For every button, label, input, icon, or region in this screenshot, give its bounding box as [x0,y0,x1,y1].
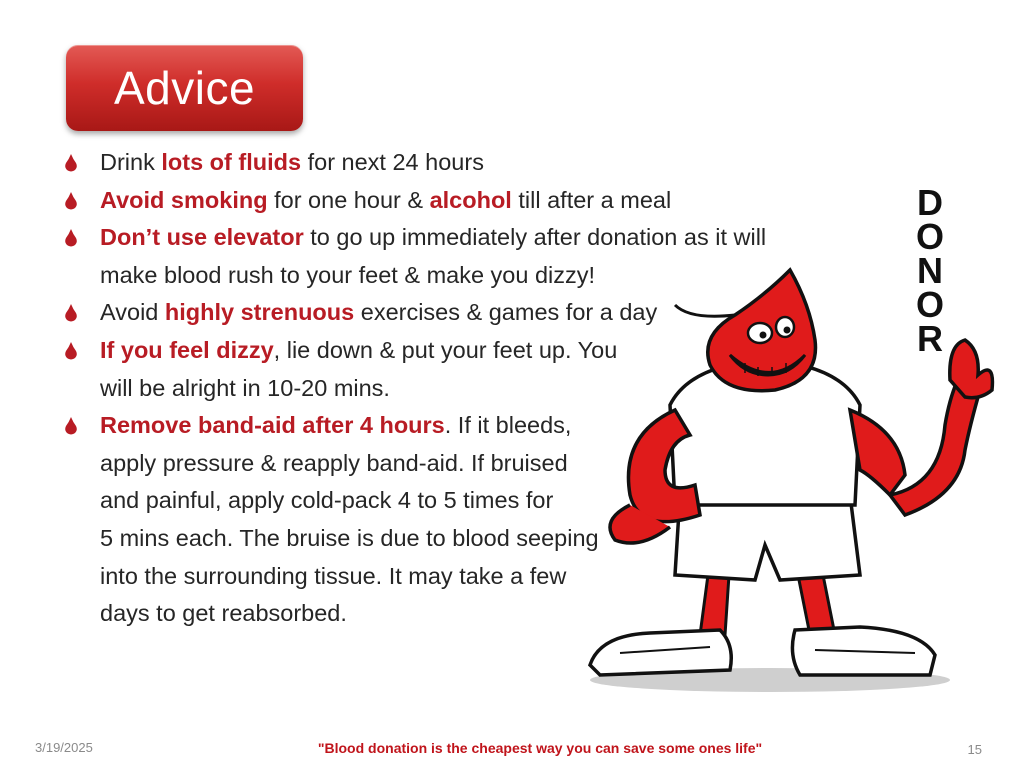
bullet-text: exercises & games for a day [354,299,658,326]
highlighted-text: lots of fluids [161,149,302,175]
bullet-text: for next 24 hours [301,149,484,175]
bullet-text: 5 mins each. The bruise is due to blood seeping [100,524,599,551]
bullet-text: into the surrounding tissue. It may take a few [100,562,567,589]
donor-mascot-image [560,175,1000,695]
highlighted-text: Don’t use elevator [100,224,304,251]
highlighted-text: If you feel dizzy [100,336,274,363]
blood-drop-icon [64,304,78,322]
footer-date: 3/19/2025 [35,740,93,755]
right-pupil [784,327,791,334]
bullet-text: make blood rush to your feet & make you dizzy! [100,261,596,288]
bullet-text: Avoid [100,299,165,326]
blood-drop-icon [64,417,78,435]
donor-letter: O [915,284,945,325]
waving-hand [950,340,993,398]
donor-letter: O [915,216,945,257]
bullet-text: Drink [100,149,162,175]
head-tip [675,305,735,316]
title-box [66,45,303,131]
slide-title: Advice [113,62,256,114]
left-eye [748,323,772,343]
right-eye [776,317,794,337]
blood-drop-icon [64,192,78,210]
bullet-text: for one hour & [267,186,430,213]
page-number: 15 [967,742,982,757]
right-upper-arm [850,410,905,495]
donor-letter: D [917,182,943,223]
bullet-text: till after a meal [511,186,672,213]
bullet-text: , lie down & put your feet up. You [273,336,618,363]
bullet-text: will be alright in 10-20 mins. [100,374,390,401]
blood-drop-icon [64,154,78,172]
left-shoe [590,630,731,675]
blood-drop-icon [64,342,78,360]
shorts [675,495,860,580]
bullet-text: . If it bleeds, [444,412,572,439]
donor-letter: N [917,250,943,291]
highlighted-text: Remove band-aid after 4 hours [100,412,445,439]
left-pupil [760,332,767,339]
highlighted-text: highly strenuous [164,299,355,326]
donor-letter: R [917,318,943,359]
highlighted-text: Avoid smoking [100,186,268,213]
bullet-text: to go up immediately after donation as it will [303,224,767,251]
bullet-text: apply pressure & reapply band-aid. If bruised [100,449,568,476]
blood-drop-icon [64,229,78,247]
highlighted-text: alcohol [429,186,512,213]
donor-logo-text [916,182,944,359]
bullet-text: and painful, apply cold-pack 4 to 5 times for [100,487,554,514]
footer-quote: "Blood donation is the cheapest way you can save some ones life" [317,740,763,756]
bullet-text: days to get reabsorbed. [100,600,347,627]
